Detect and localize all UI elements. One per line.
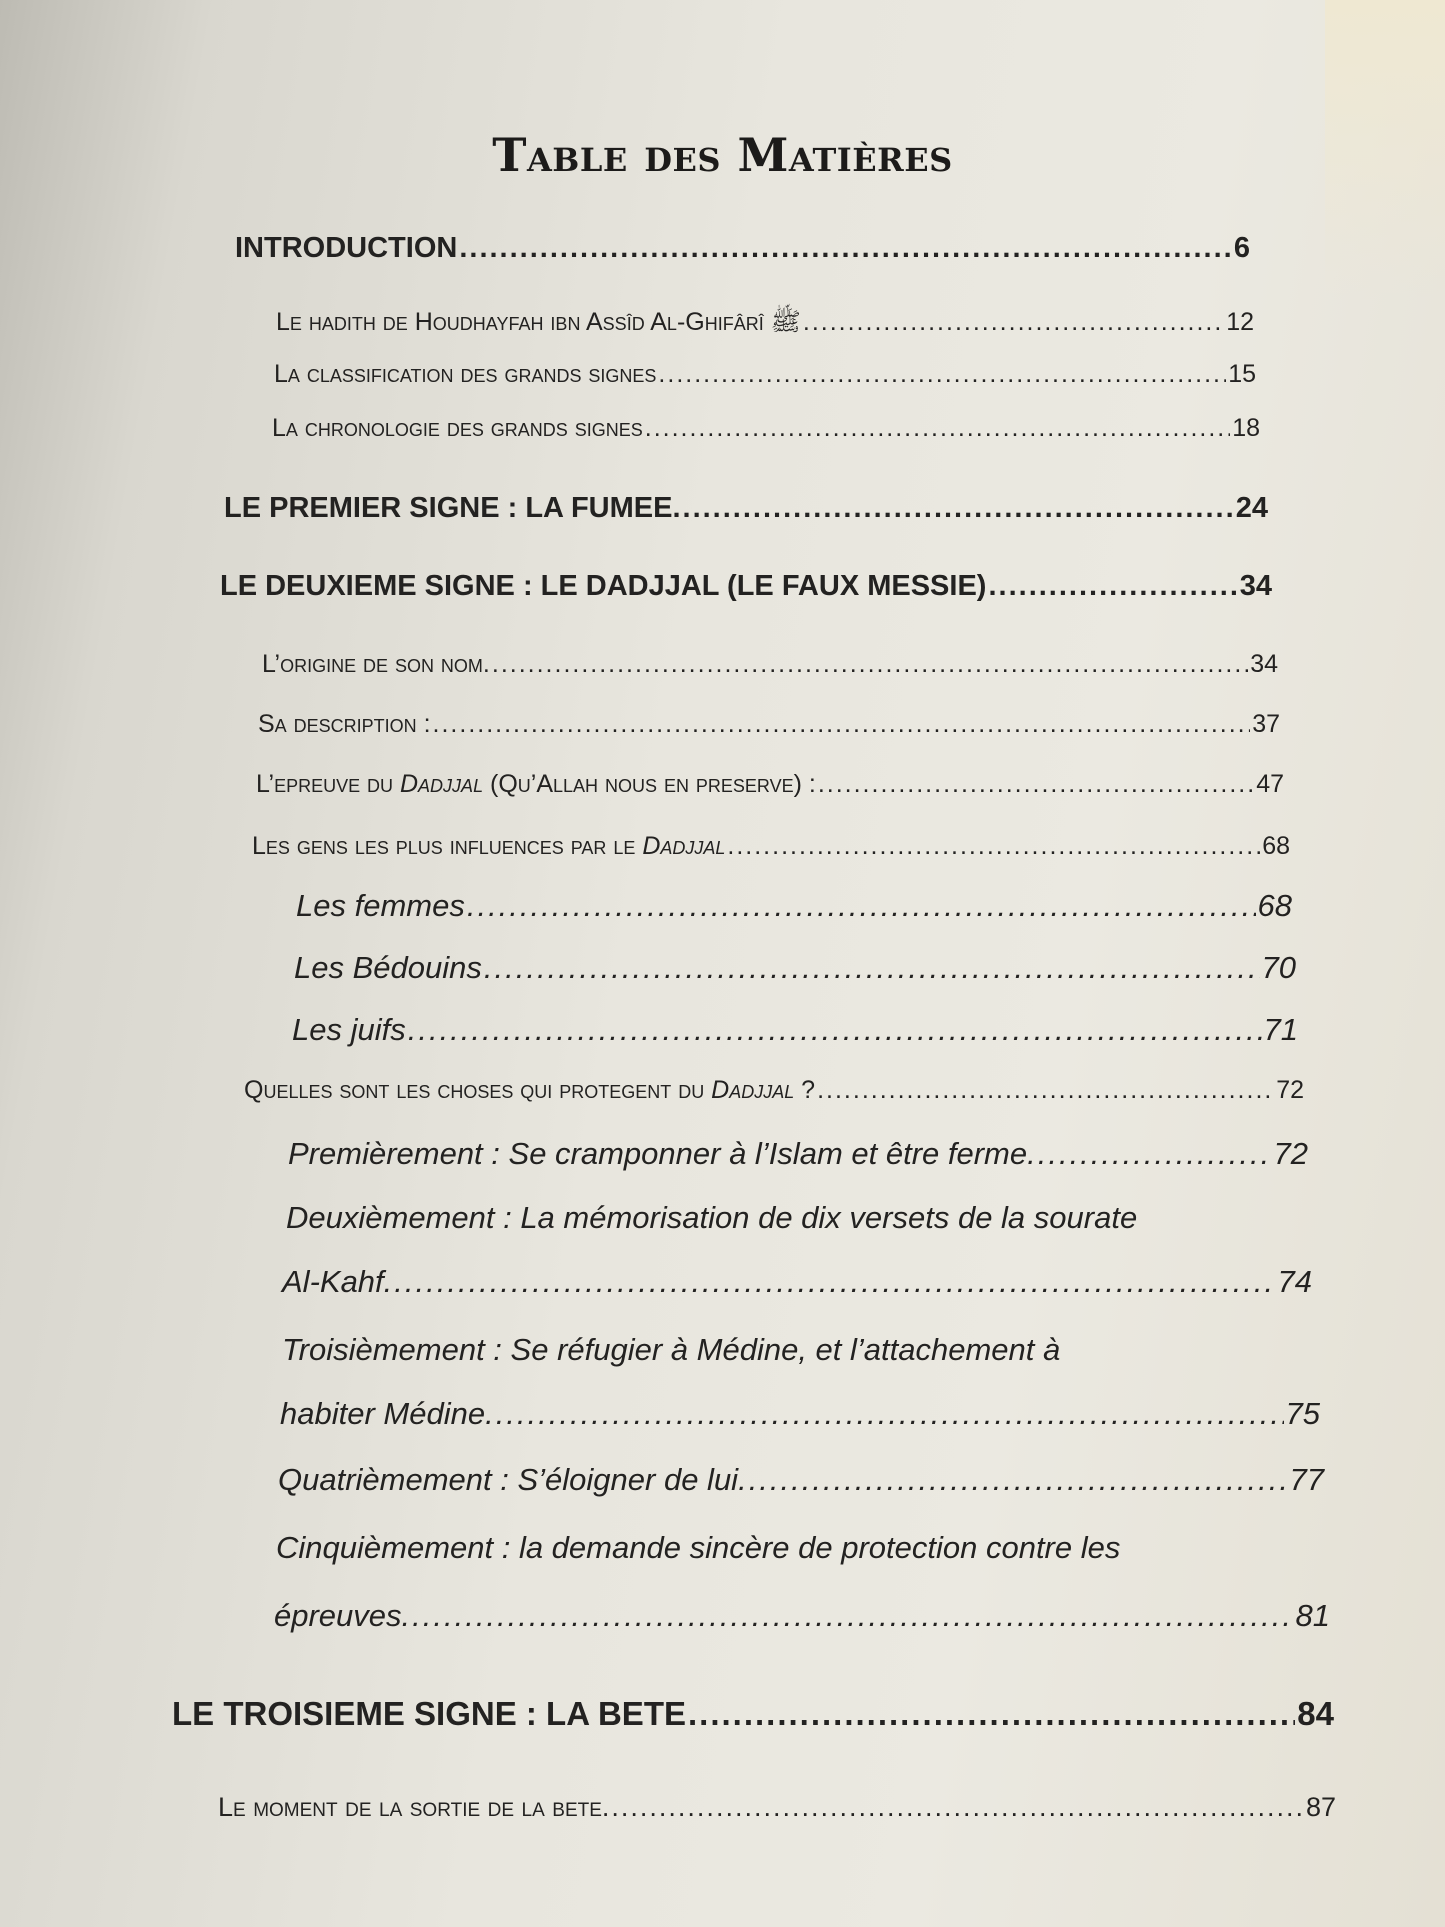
toc-entry-gens-influences: Les gens les plus influences par le Dadjjal ..... 68 [252,832,1290,861]
toc-entry: Quatrièmement : S’éloigner de lui. ..... 77 [278,1462,1324,1498]
toc-entry: habiter Médine. ..... 75 [280,1396,1320,1432]
toc-entry-troisieme-signe: LE TROISIEME SIGNE : LA BETE ..... 84 [172,1695,1334,1733]
toc-entry: Le moment de la sortie de la bete. ..... 87 [218,1792,1336,1823]
toc-entry-introduction: INTRODUCTION ..... 6 [235,232,1250,265]
toc-entry: La classification des grands signes ..... 15 [274,360,1256,389]
toc-entry-premier-signe: LE PREMIER SIGNE : LA FUMEE. ..... 24 [224,492,1268,525]
toc-entry-epreuve-dadjjal: L’epreuve du Dadjjal (Qu’Allah nous en preserve) : ..... 47 [256,770,1284,799]
toc-entry-line1: Cinquièmement : la demande sincère de protection contre les [276,1530,1121,1565]
toc-entry: L’origine de son nom. ..... 34 [262,650,1278,679]
toc-entry-line1: Troisièmement : Se réfugier à Médine, et l’attachement à [282,1332,1061,1367]
toc-entry: Premièrement : Se cramponner à l’Islam et être ferme. ..... 72 [288,1136,1308,1172]
page-title: Table des Matières [492,128,953,182]
toc-entry: La chronologie des grands signes ..... 18 [272,414,1260,443]
toc-entry: Al-Kahf. ..... 74 [282,1264,1312,1300]
toc-entry-choses-protegent: Quelles sont les choses qui protegent du Dadjjal ? ..... 72 [244,1076,1304,1105]
toc-entry: Les femmes ..... 68 [296,888,1292,924]
toc-entry-deuxieme-signe: LE DEUXIEME SIGNE : LE DADJJAL (LE FAUX MESSIE) ..... 34 [220,570,1272,603]
toc-entry: Les Bédouins ..... 70 [294,950,1296,986]
toc-entry: Le hadith de Houdhayfah ibn Assîd Al-Ghifârî ﷺ ..... 12 [276,306,1254,343]
toc-entry: épreuves. ..... 81 [274,1598,1330,1634]
toc-entry-line1: Deuxièmement : La mémorisation de dix versets de la sourate [286,1200,1138,1235]
toc-entry: Les juifs ..... 71 [292,1012,1298,1048]
toc-entry: Sa description : ..... 37 [258,710,1280,739]
